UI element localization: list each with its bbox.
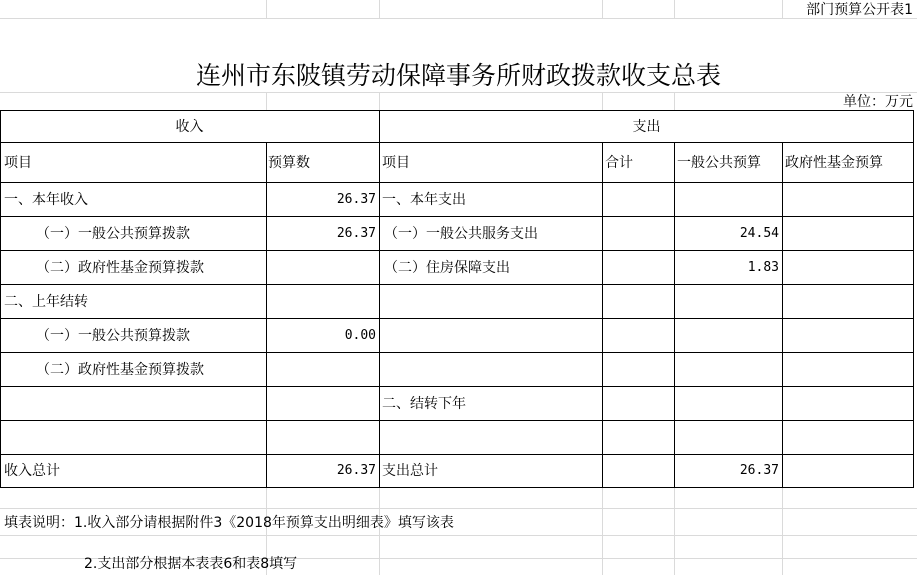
income-amount: 0.00: [344, 328, 376, 343]
form-tag: 部门预算公开表1: [806, 2, 913, 18]
income-item: （二）政府性基金预算拨款: [36, 362, 204, 378]
income-item: （二）政府性基金预算拨款: [36, 260, 204, 276]
col-header-general-budget: 一般公共预算: [677, 155, 761, 171]
expense-item: 二、结转下年: [382, 396, 466, 412]
expense-item: （二）住房保障支出: [384, 260, 510, 276]
expense-item: （一）一般公共服务支出: [384, 226, 538, 242]
income-total-amount: 26.37: [336, 463, 376, 478]
note-line-2: 2.支出部分根据本表表6和表8填写: [84, 556, 298, 572]
income-item: 二、上年结转: [4, 294, 88, 310]
income-item: （一）一般公共预算拨款: [36, 226, 190, 242]
col-header-fund-budget: 政府性基金预算: [785, 155, 883, 171]
income-amount: 26.37: [336, 226, 376, 241]
expense-general: 24.54: [739, 226, 779, 241]
note-line-1: 填表说明：1.收入部分请根据附件3《2018年预算支出明细表》填写该表: [4, 515, 454, 531]
income-item: 一、本年收入: [4, 192, 88, 208]
income-total-label: 收入总计: [4, 463, 60, 479]
unit-label: 单位：万元: [843, 94, 913, 110]
income-item: （一）一般公共预算拨款: [36, 328, 190, 344]
col-header-total: 合计: [605, 155, 633, 171]
page-title: 连州市东陂镇劳动保障事务所财政拨款收支总表: [195, 61, 721, 90]
col-header-income-item: 项目: [4, 155, 32, 171]
income-amount: 26.37: [336, 192, 376, 207]
expense-total-general: 26.37: [739, 463, 779, 478]
expense-header: 支出: [632, 119, 661, 135]
col-header-expense-item: 项目: [382, 155, 410, 171]
expense-total-label: 支出总计: [382, 463, 438, 479]
expense-item: 一、本年支出: [382, 192, 466, 208]
col-header-budget-amount: 预算数: [268, 155, 310, 171]
expense-general: 1.83: [747, 260, 779, 275]
income-header: 收入: [175, 119, 204, 135]
